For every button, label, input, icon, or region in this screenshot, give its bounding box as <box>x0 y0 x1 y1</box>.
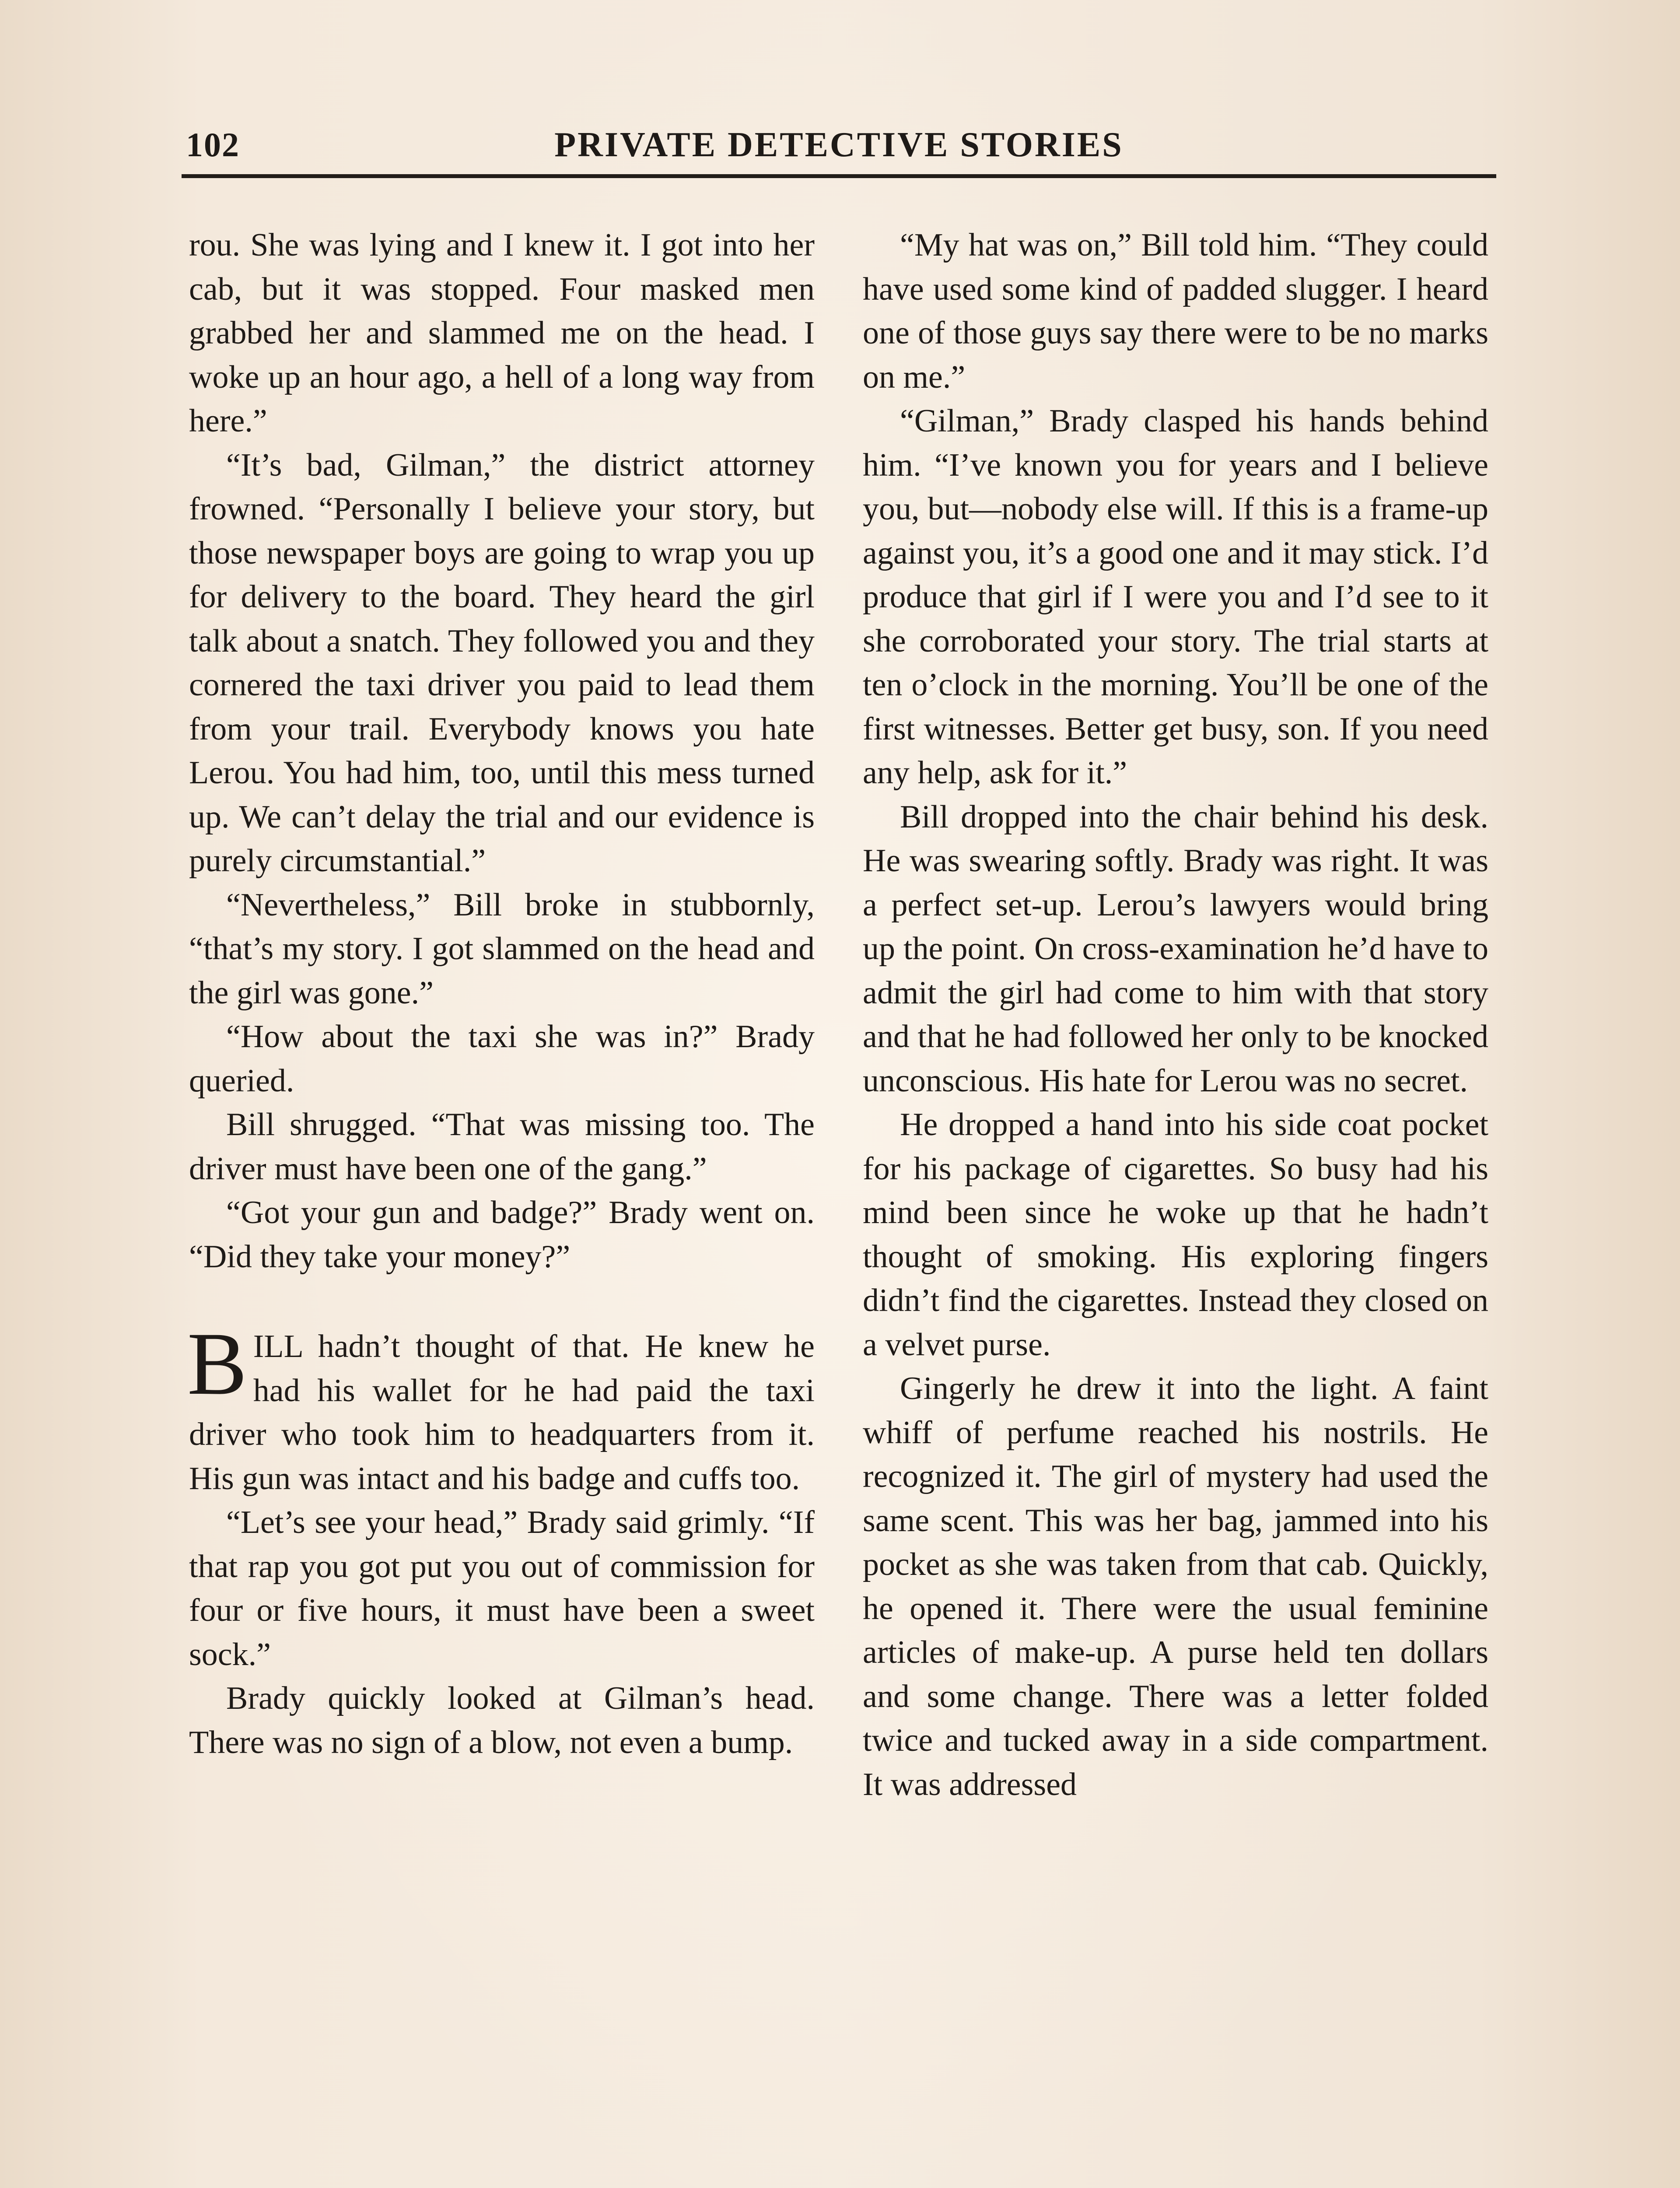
right-column <box>863 223 1488 1806</box>
paragraph: “Nevertheless,” Bill broke in stubbornly, “that’s my story. I got slammed on the head and the girl was gone.” <box>189 887 815 1011</box>
paragraph: “It’s bad, Gilman,” the district attorney frowned. “Personally I believe your story, but those newspaper boys are going to wrap you up for delivery to the board. They heard the girl talk about a snatch. They followed you and they cornered the taxi driver you paid to lead them from your trail. Everybody knows you hate Lerou. You had him, too, until this mess turned up. We can’t delay the trial and our evidence is purely circumstantial.” <box>189 447 815 879</box>
magazine-title: PRIVATE DETECTIVE STORIES <box>554 126 1124 164</box>
drop-cap: B <box>187 1314 247 1413</box>
paragraph: “Got your gun and badge?” Brady went on. “Did they take your money?” <box>189 1195 815 1275</box>
paragraph: Bill dropped into the chair behind his desk. He was swearing softly. Brady was right. It was a perfect set-up. Lerou’s lawyers would bring up the point. On cross-examination he’d have to admit the girl had come to him with that story and that he had followed her only to be knocked unconscious. His hate for Lerou was no secret. <box>863 799 1488 1099</box>
paragraph-text: ILL hadn’t thought of that. He knew he had his wallet for he had paid the taxi driver who took him to headquarters from it. His gun was intact and his badge and cuffs too. <box>189 1329 815 1497</box>
left-column <box>189 223 815 1764</box>
page-number: 102 <box>186 126 240 164</box>
paragraph: “How about the taxi she was in?” Brady queried. <box>189 1019 815 1099</box>
paragraph: Gingerly he drew it into the light. A faint whiff of perfume reached his nostrils. He recognized it. The girl of mystery had used the same scent. This was her bag, jammed into his pocket as she was taken from that cab. Quickly, he opened it. There were the usual feminine articles of make-up. A purse held ten dollars and some change. There was a letter folded twice and tucked away in a side compartment. It was addressed <box>863 1371 1488 1802</box>
paragraph: “Gilman,” Brady clasped his hands behind him. “I’ve known you for years and I believe you, but—nobody else will. If this is a frame-up against you, it’s a good one and it may stick. I’d produce that girl if I were you and I’d see to it she corroborated your story. The trial starts at ten o’clock in the morning. You’ll be one of the first witnesses. Better get busy, son. If you need any help, ask for it.” <box>863 403 1488 791</box>
page-header <box>186 122 1492 170</box>
header-rule <box>182 174 1496 178</box>
section-paragraph <box>187 1314 815 1501</box>
paragraph: He dropped a hand into his side coat pocket for his package of cigarettes. So busy had his mind been since he woke up that he hadn’t thought of smoking. His exploring fingers didn’t find the cigarettes. Instead they closed on a velvet purse. <box>863 1107 1488 1363</box>
paragraph: “My hat was on,” Bill told him. “They could have used some kind of padded slugger. I heard one of those guys say there were to be no marks on me.” <box>863 227 1488 395</box>
paragraph: “Let’s see your head,” Brady said grimly. “If that rap you got put you out of commission for four or five hours, it must have been a sweet sock.” <box>189 1504 815 1673</box>
paragraph: Bill shrugged. “That was missing too. The driver must have been one of the gang.” <box>189 1107 815 1187</box>
paragraph: Brady quickly looked at Gilman’s head. There was no sign of a blow, not even a bump. <box>189 1680 815 1760</box>
paragraph: rou. She was lying and I knew it. I got into her cab, but it was stopped. Four masked men grabbed her and slammed me on the head. I woke up an hour ago, a hell of a long way from here.” <box>189 227 815 439</box>
